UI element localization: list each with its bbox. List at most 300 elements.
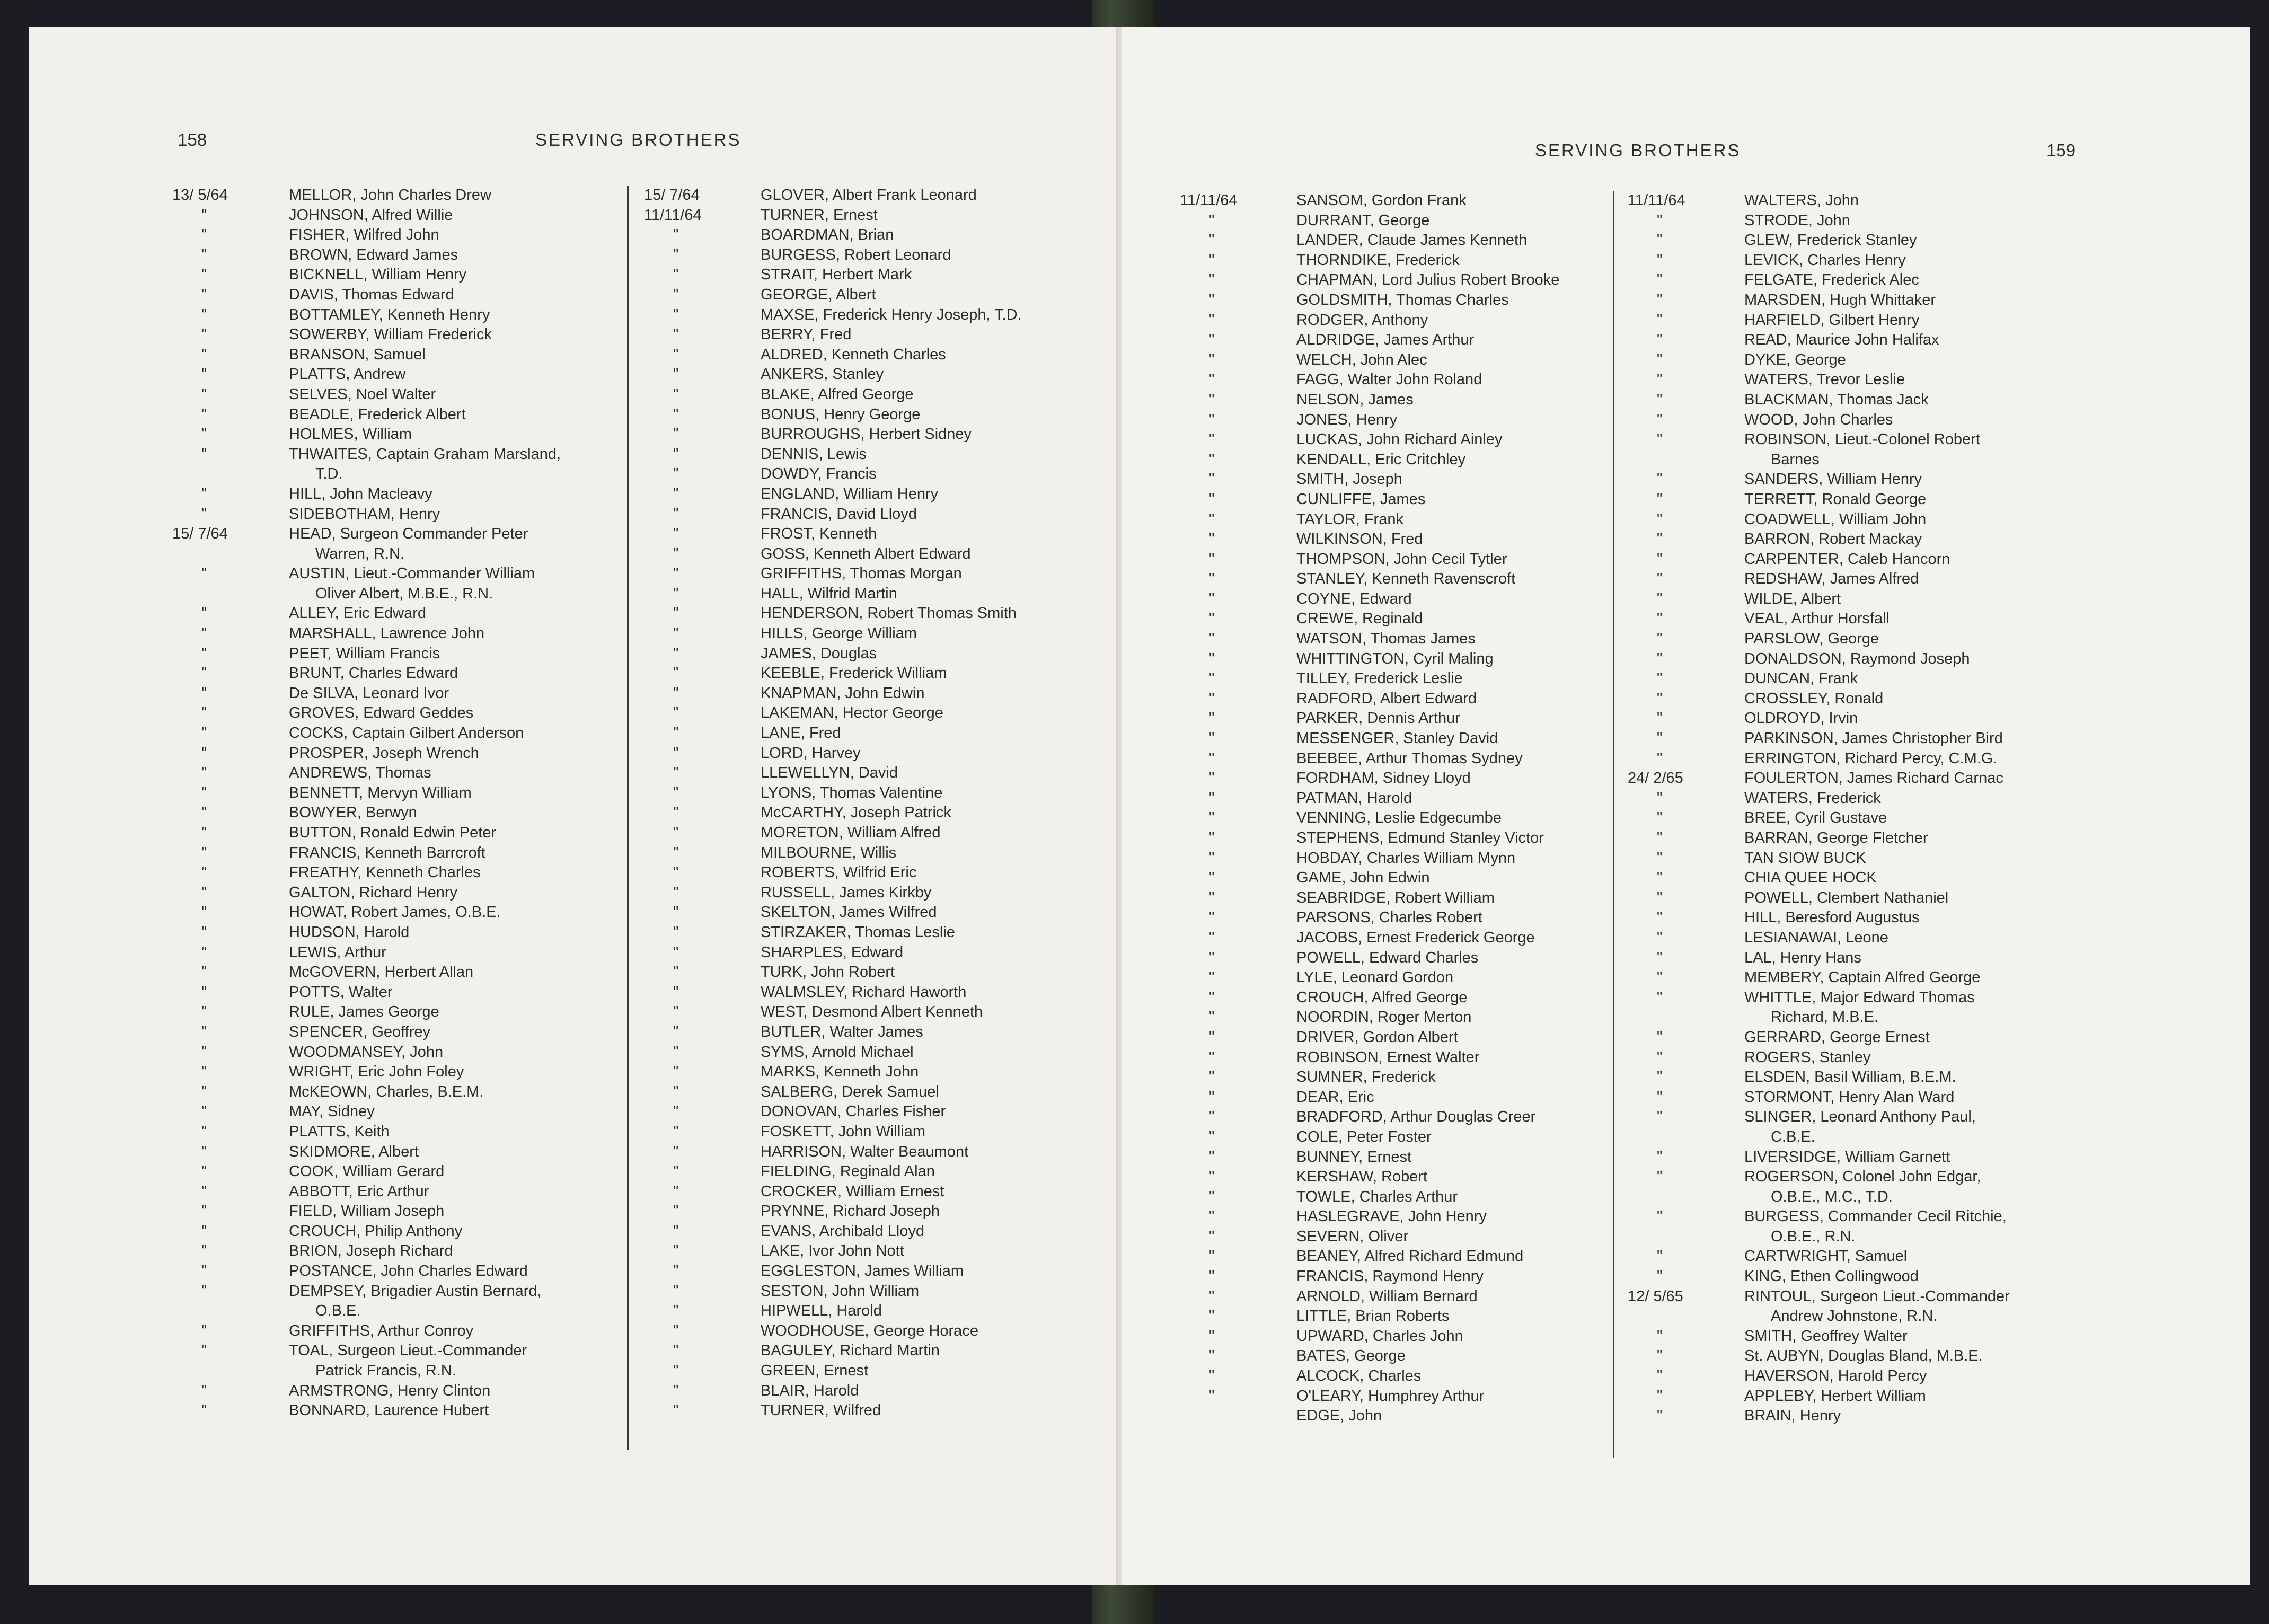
entry-date	[167, 1301, 289, 1321]
entry-name: BAGULEY, Richard Martin	[761, 1342, 940, 1360]
entry-name: WOODHOUSE, George Horace	[761, 1322, 978, 1339]
entry-date: "	[673, 306, 679, 323]
entry-name: LORD, Harvey	[761, 744, 861, 762]
entry-name: GALTON, Richard Henry	[289, 884, 458, 901]
entry-date: "	[1209, 849, 1215, 867]
list-item-continuation	[1622, 450, 2078, 470]
entry-date: "	[1657, 789, 1663, 807]
list-item	[639, 744, 1094, 764]
entry-name: SMITH, Geoffrey Walter	[1744, 1327, 1908, 1345]
entry-name: FOSKETT, John William	[761, 1123, 925, 1140]
entry-date: "	[673, 844, 679, 861]
entry-name: BERRY, Fred	[761, 326, 852, 343]
entry-name: MORETON, William Alfred	[761, 824, 941, 841]
entry-name: SALBERG, Derek Samuel	[761, 1083, 939, 1100]
entry-date: "	[1657, 1248, 1663, 1265]
list-item	[639, 1102, 1094, 1122]
list-item	[1175, 1167, 1630, 1187]
list-item	[167, 445, 623, 465]
entry-date: "	[1209, 1168, 1215, 1186]
entry-date: "	[201, 246, 207, 263]
entry-date: "	[1209, 351, 1215, 368]
list-item	[1175, 609, 1630, 629]
list-item	[167, 1241, 623, 1261]
list-item	[1175, 1406, 1630, 1426]
entry-name: COLE, Peter Foster	[1296, 1128, 1432, 1145]
entry-name: SHARPLES, Edward	[761, 943, 904, 961]
entry-name: STORMONT, Henry Alan Ward	[1744, 1088, 1955, 1106]
entry-date: "	[201, 366, 207, 383]
list-item	[1622, 1207, 2078, 1227]
list-item	[639, 703, 1094, 723]
entry-date: "	[201, 744, 207, 762]
entry-date: "	[673, 1182, 679, 1200]
entry-date: "	[1209, 690, 1215, 707]
list-item	[1622, 928, 2078, 948]
entry-date: "	[673, 645, 679, 662]
entry-name: Warren, R.N.	[315, 545, 405, 562]
entry-date: "	[1209, 789, 1215, 807]
entry-name: CHIA QUEE HOCK	[1744, 869, 1877, 887]
entry-date: "	[201, 725, 207, 742]
list-item	[639, 1002, 1094, 1022]
entry-date: "	[201, 1083, 207, 1100]
list-item	[639, 1202, 1094, 1222]
entry-date: "	[201, 784, 207, 801]
entry-name: C.B.E.	[1771, 1128, 1815, 1145]
entry-name: WATERS, Frederick	[1744, 789, 1881, 807]
entry-date: "	[201, 1182, 207, 1200]
entry-name: GOSS, Kenneth Albert Edward	[761, 545, 971, 562]
list-item	[1175, 410, 1630, 430]
entry-name: ALDRED, Kenneth Charles	[761, 346, 946, 363]
entry-date	[1175, 1406, 1296, 1426]
list-item	[1175, 450, 1630, 470]
entry-date: "	[201, 1163, 207, 1180]
entry-name: WRIGHT, Eric John Foley	[289, 1063, 464, 1081]
entry-name: PARKER, Dennis Arthur	[1296, 710, 1460, 727]
entry-date: "	[1209, 770, 1215, 787]
list-item	[1175, 589, 1630, 610]
entry-name: PROSPER, Joseph Wrench	[289, 744, 479, 762]
entry-name: KING, Ethen Collingwood	[1744, 1268, 1919, 1285]
list-item-continuation	[167, 464, 623, 484]
entry-name: JONES, Henry	[1296, 411, 1398, 428]
entry-date: "	[1657, 1168, 1663, 1186]
list-item	[1175, 1287, 1630, 1307]
entry-date: "	[673, 983, 679, 1001]
list-item	[167, 1401, 623, 1421]
entry-name: HILL, John Macleavy	[289, 485, 432, 502]
list-item	[639, 1222, 1094, 1242]
list-item	[639, 1282, 1094, 1302]
entry-name: FIELD, William Joseph	[289, 1203, 445, 1220]
list-item	[1622, 888, 2078, 908]
list-item	[167, 723, 623, 744]
entry-date: "	[201, 1263, 207, 1280]
entry-date: "	[1657, 271, 1663, 289]
entry-date: "	[201, 505, 207, 523]
entry-date: "	[673, 326, 679, 343]
list-item	[639, 1401, 1094, 1421]
entry-name: FORDHAM, Sidney Lloyd	[1296, 770, 1471, 787]
list-item	[1622, 191, 2078, 211]
entry-date: 12/ 5/65	[1628, 1287, 1683, 1305]
entry-date: "	[673, 1063, 679, 1081]
entry-date: "	[1657, 291, 1663, 308]
entry-name: ROGERS, Stanley	[1744, 1048, 1871, 1066]
list-item-continuation	[1622, 1227, 2078, 1247]
entry-name: Patrick Francis, R.N.	[315, 1362, 456, 1380]
list-item	[167, 1222, 623, 1242]
list-item	[1622, 529, 2078, 550]
entry-name: STRODE, John	[1744, 211, 1850, 229]
entry-date: "	[1657, 570, 1663, 588]
names-column	[1622, 191, 2078, 1426]
entry-date	[1622, 1227, 1744, 1247]
list-item	[1622, 908, 2078, 928]
entry-name: STEPHENS, Edmund Stanley Victor	[1296, 829, 1544, 846]
entry-name: SESTON, John William	[761, 1282, 920, 1300]
list-item	[639, 206, 1094, 226]
entry-date: "	[201, 1103, 207, 1120]
list-item	[1622, 749, 2078, 769]
entry-date: "	[673, 1163, 679, 1180]
list-item	[639, 564, 1094, 584]
entry-date: 15/ 7/64	[644, 187, 700, 204]
entry-name: BONUS, Henry George	[761, 405, 921, 423]
entry-name: BARRON, Robert Mackay	[1744, 531, 1922, 548]
entry-name: PARKINSON, James Christopher Bird	[1744, 730, 2003, 747]
list-item	[1622, 211, 2078, 231]
entry-date: "	[1209, 311, 1215, 329]
entry-name: PARSONS, Charles Robert	[1296, 909, 1482, 926]
entry-date: "	[673, 764, 679, 782]
entry-date: "	[1209, 490, 1215, 508]
entry-name: DURRANT, George	[1296, 211, 1430, 229]
list-item	[1175, 330, 1630, 350]
entry-date: "	[1657, 809, 1663, 827]
list-item	[1175, 191, 1630, 211]
list-item	[1175, 629, 1630, 649]
entry-name: HOWAT, Robert James, O.B.E.	[289, 904, 501, 921]
entry-date	[167, 584, 289, 604]
entry-date: "	[1209, 1208, 1215, 1225]
entry-name: ANKERS, Stanley	[761, 366, 884, 383]
list-item	[1622, 589, 2078, 610]
list-item-continuation	[1622, 1187, 2078, 1207]
list-item	[1622, 1107, 2078, 1127]
entry-name: LEVICK, Charles Henry	[1744, 251, 1906, 269]
list-item	[639, 285, 1094, 305]
entry-date: "	[1209, 1387, 1215, 1405]
entry-name: COYNE, Edward	[1296, 590, 1412, 607]
list-item	[1622, 470, 2078, 490]
entry-name: Richard, M.B.E.	[1771, 1009, 1879, 1026]
entry-name: POWELL, Clembert Nathaniel	[1744, 889, 1949, 906]
entry-date: "	[673, 884, 679, 901]
entry-name: LYLE, Leonard Gordon	[1296, 969, 1454, 986]
entry-date: "	[1209, 590, 1215, 607]
entry-name: LANDER, Claude James Kenneth	[1296, 232, 1528, 249]
entry-name: PARSLOW, George	[1744, 630, 1879, 648]
list-item	[1175, 689, 1630, 709]
entry-date: "	[201, 625, 207, 642]
list-item	[167, 943, 623, 963]
entry-name: BUTTON, Ronald Edwin Peter	[289, 824, 497, 841]
entry-date	[167, 1361, 289, 1381]
list-item	[1622, 330, 2078, 350]
entry-date: "	[201, 1023, 207, 1040]
entry-name: STANLEY, Kenneth Ravenscroft	[1296, 570, 1516, 588]
entry-name: HARFIELD, Gilbert Henry	[1744, 311, 1920, 329]
entry-date: "	[201, 266, 207, 284]
entry-name: TAYLOR, Frank	[1296, 510, 1403, 528]
list-item	[1622, 1067, 2078, 1088]
list-item	[639, 445, 1094, 465]
entry-name: GAME, John Edwin	[1296, 869, 1430, 887]
list-item	[1175, 231, 1630, 251]
list-item	[1622, 430, 2078, 450]
entry-date: "	[1209, 570, 1215, 588]
entry-date: "	[673, 784, 679, 801]
list-item	[167, 484, 623, 505]
list-item	[1622, 490, 2078, 510]
list-item	[1175, 1267, 1630, 1287]
list-item	[1622, 1247, 2078, 1267]
entry-name: HOBDAY, Charles William Mynn	[1296, 849, 1516, 867]
list-item	[167, 325, 623, 345]
entry-date: "	[673, 266, 679, 284]
entry-date: "	[201, 326, 207, 343]
entry-date: "	[1657, 1327, 1663, 1345]
entry-date: "	[1657, 829, 1663, 846]
list-item	[1175, 968, 1630, 988]
entry-name: WHITTINGTON, Cyril Maling	[1296, 650, 1494, 667]
list-item	[1622, 1148, 2078, 1168]
entry-date: "	[1657, 1387, 1663, 1405]
list-item	[639, 1022, 1094, 1043]
entry-name: MAXSE, Frederick Henry Joseph, T.D.	[761, 306, 1022, 323]
list-item	[1175, 849, 1630, 869]
list-item	[1175, 1346, 1630, 1366]
list-item	[167, 365, 623, 385]
entry-date: "	[201, 923, 207, 941]
list-item	[167, 1381, 623, 1401]
list-item	[639, 345, 1094, 365]
entry-name: ROGERSON, Colonel John Edgar,	[1744, 1168, 1981, 1186]
entry-name: CROCKER, William Ernest	[761, 1182, 944, 1200]
entry-name: BRADFORD, Arthur Douglas Creer	[1296, 1108, 1536, 1126]
list-item	[1175, 1307, 1630, 1327]
list-item	[1175, 290, 1630, 311]
entry-date: "	[673, 445, 679, 463]
list-item	[639, 1162, 1094, 1182]
list-item	[167, 1282, 623, 1302]
entry-name: THOMPSON, John Cecil Tytler	[1296, 550, 1507, 568]
list-item	[1622, 709, 2078, 729]
list-item	[167, 206, 623, 226]
list-item	[639, 803, 1094, 823]
entry-date: 13/ 5/64	[172, 187, 228, 204]
entry-name: SUMNER, Frederick	[1296, 1069, 1436, 1086]
list-item	[639, 405, 1094, 425]
entry-date: "	[673, 804, 679, 822]
list-item	[167, 186, 623, 206]
list-item	[1175, 729, 1630, 749]
entry-date: "	[201, 385, 207, 403]
entry-name: HILLS, George William	[761, 625, 917, 642]
entry-name: Oliver Albert, M.B.E., R.N.	[315, 585, 493, 602]
entry-date: "	[673, 943, 679, 961]
entry-date: "	[1657, 949, 1663, 966]
entry-name: CARTWRIGHT, Samuel	[1744, 1248, 1908, 1265]
entry-name: READ, Maurice John Halifax	[1744, 331, 1939, 349]
list-item-continuation	[167, 1301, 623, 1321]
entry-date: "	[1657, 251, 1663, 269]
entry-name: RINTOUL, Surgeon Lieut.-Commander	[1744, 1287, 2010, 1305]
entry-name: O'LEARY, Humphrey Arthur	[1296, 1387, 1485, 1405]
list-item	[1175, 789, 1630, 809]
list-item	[1622, 370, 2078, 390]
list-item	[639, 1142, 1094, 1162]
entry-name: CUNLIFFE, James	[1296, 490, 1426, 508]
entry-date: "	[1209, 1287, 1215, 1305]
list-item	[1175, 868, 1630, 888]
list-item	[1622, 350, 2078, 370]
entry-date: "	[201, 964, 207, 981]
entry-date: "	[1657, 391, 1663, 408]
entry-date: "	[201, 1402, 207, 1419]
entry-date: "	[201, 1063, 207, 1081]
entry-name: LITTLE, Brian Roberts	[1296, 1308, 1450, 1325]
entry-name: SYMS, Arnold Michael	[761, 1043, 914, 1061]
entry-name: BEADLE, Frederick Albert	[289, 405, 466, 423]
list-item	[167, 385, 623, 405]
entry-date: "	[1209, 510, 1215, 528]
list-item	[1622, 669, 2078, 689]
entry-name: PRYNNE, Richard Joseph	[761, 1203, 940, 1220]
entry-name: AUSTIN, Lieut.-Commander William	[289, 565, 535, 582]
entry-name: O.B.E., M.C., T.D.	[1771, 1188, 1893, 1205]
entry-date: "	[1209, 1148, 1215, 1166]
list-item	[639, 1122, 1094, 1142]
list-item	[1622, 1346, 2078, 1366]
list-item	[1622, 1088, 2078, 1108]
list-item-continuation	[167, 1361, 623, 1381]
entry-date: "	[1657, 710, 1663, 727]
entry-name: BENNETT, Mervyn William	[289, 784, 472, 801]
list-item	[167, 1202, 623, 1222]
entry-date: "	[1657, 351, 1663, 368]
list-item	[639, 903, 1094, 923]
page-number: 158	[178, 130, 207, 149]
entry-date: "	[201, 983, 207, 1001]
entry-date: "	[1657, 471, 1663, 488]
list-item	[1622, 1267, 2078, 1287]
list-item	[1175, 430, 1630, 450]
names-column	[639, 186, 1094, 1421]
entry-name: SOWERBY, William Frederick	[289, 326, 492, 343]
entry-date: "	[673, 346, 679, 363]
entry-date: "	[673, 545, 679, 562]
entry-name: HOLMES, William	[289, 426, 412, 443]
entry-name: FISHER, Wilfred John	[289, 226, 439, 244]
entry-name: BUTLER, Walter James	[761, 1023, 923, 1040]
list-item	[1175, 1028, 1630, 1048]
entry-date: "	[673, 1342, 679, 1360]
list-item	[1175, 1387, 1630, 1407]
entry-name: APPLEBY, Herbert William	[1744, 1387, 1926, 1405]
entry-name: SKIDMORE, Albert	[289, 1143, 419, 1160]
entry-name: GERRARD, George Ernest	[1744, 1028, 1930, 1046]
entry-date: "	[201, 943, 207, 961]
running-head: SERVING BROTHERS	[535, 130, 741, 149]
entry-date: "	[201, 645, 207, 662]
entry-date: "	[673, 485, 679, 502]
entry-date: "	[201, 864, 207, 881]
list-item	[1175, 709, 1630, 729]
list-item	[1175, 1247, 1630, 1267]
entry-name: ELSDEN, Basil William, B.E.M.	[1744, 1069, 1956, 1086]
entry-name: LESIANAWAI, Leone	[1744, 929, 1888, 946]
entry-name: POWELL, Edward Charles	[1296, 949, 1479, 966]
entry-name: WEST, Desmond Albert Kenneth	[761, 1003, 983, 1021]
entry-name: BRION, Joseph Richard	[289, 1242, 453, 1260]
entry-name: OLDROYD, Irvin	[1744, 710, 1858, 727]
list-item	[167, 225, 623, 245]
entry-name: KERSHAW, Robert	[1296, 1168, 1428, 1186]
entry-name: WOODMANSEY, John	[289, 1043, 444, 1061]
list-item	[1175, 1107, 1630, 1127]
entry-name: WATSON, Thomas James	[1296, 630, 1476, 648]
entry-name: BOTTAMLEY, Kenneth Henry	[289, 306, 490, 323]
list-item	[167, 1162, 623, 1182]
entry-name: WALMSLEY, Richard Haworth	[761, 983, 967, 1001]
list-item	[1622, 789, 2078, 809]
list-item	[167, 903, 623, 923]
entry-date: "	[673, 1083, 679, 1100]
entry-date: "	[1657, 730, 1663, 747]
entry-name: ARMSTRONG, Henry Clinton	[289, 1382, 491, 1399]
entry-name: LLEWELLYN, David	[761, 764, 898, 782]
entry-date: "	[1209, 650, 1215, 667]
list-item	[167, 564, 623, 584]
entry-date: "	[1657, 690, 1663, 707]
entry-date: "	[673, 525, 679, 543]
entry-name: GRIFFITHS, Arthur Conroy	[289, 1322, 474, 1339]
entry-name: BICKNELL, William Henry	[289, 266, 467, 284]
list-item	[639, 505, 1094, 525]
entry-name: SLINGER, Leonard Anthony Paul,	[1744, 1108, 1976, 1126]
entry-name: De SILVA, Leonard Ivor	[289, 684, 449, 702]
entry-name: DAVIS, Thomas Edward	[289, 286, 454, 303]
list-item	[167, 524, 623, 544]
entry-name: NOORDIN, Roger Merton	[1296, 1009, 1472, 1026]
entry-date: "	[673, 465, 679, 483]
entry-date: "	[1657, 411, 1663, 428]
entry-date: "	[1657, 630, 1663, 648]
entry-date: "	[673, 1242, 679, 1260]
entry-date: "	[1209, 371, 1215, 389]
entry-name: LAL, Henry Hans	[1744, 949, 1861, 966]
list-item	[1622, 988, 2078, 1008]
list-item	[639, 1182, 1094, 1202]
list-item	[1622, 1406, 2078, 1426]
entry-name: MILBOURNE, Willis	[761, 844, 897, 861]
list-item	[639, 644, 1094, 664]
running-head: SERVING BROTHERS	[1535, 140, 1741, 160]
